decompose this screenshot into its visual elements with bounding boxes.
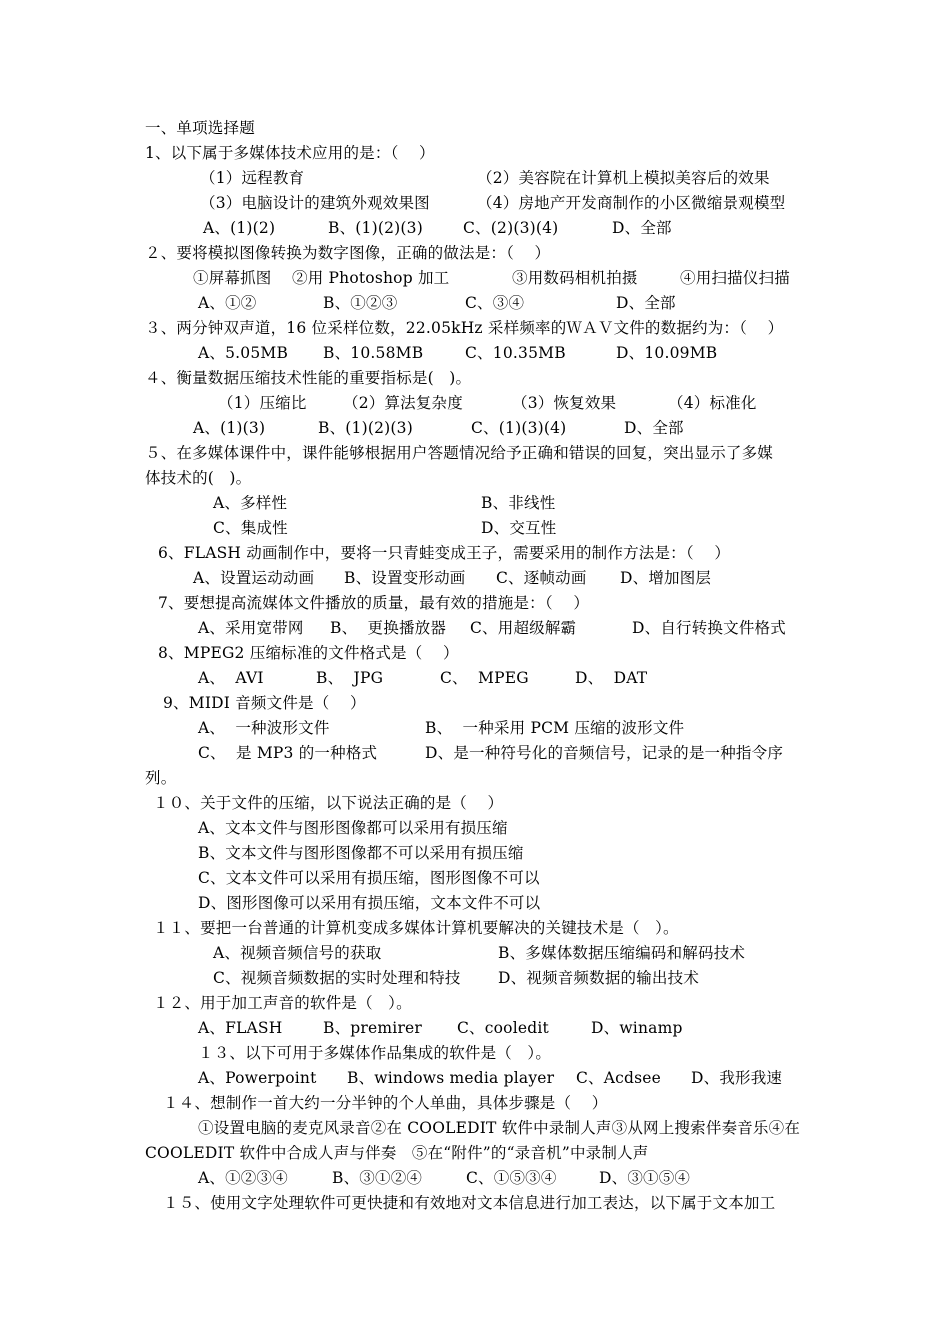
q1-item-2: （2）美容院在计算机上模拟美容后的效果 <box>477 169 770 187</box>
q11-option-b: B、多媒体数据压缩编码和解码技术 <box>498 944 746 962</box>
q1-option-d: D、全部 <box>612 219 672 237</box>
q3-option-b: B、10.58MB <box>323 344 424 362</box>
q1-item-1: （1）远程教育 <box>200 169 305 187</box>
q4-item-4: （4）标准化 <box>668 394 757 412</box>
question-1: 1、以下属于多媒体技术应用的是：（ ） <box>145 144 435 162</box>
q1-option-a: A、(1)(2) <box>203 219 276 237</box>
q9-option-d: D、是一种符号化的音频信号，记录的是一种指令序 <box>425 744 784 762</box>
q2-option-d: D、全部 <box>616 294 676 312</box>
q5-option-d: D、交互性 <box>481 519 557 537</box>
q7-option-c: C、用超级解霸 <box>470 619 577 637</box>
q9-option-c: C、 是 MP3 的一种格式 <box>198 744 378 762</box>
q7-option-b: B、 更换播放器 <box>330 619 447 637</box>
q1-item-4: （4）房地产开发商制作的小区微缩景观模型 <box>477 194 786 212</box>
q4-option-c: C、(1)(3)(4) <box>471 419 567 437</box>
section-heading: 一、单项选择题 <box>145 119 255 137</box>
q8-option-d: D、 DAT <box>575 669 648 687</box>
q2-option-b: B、①②③ <box>323 294 398 312</box>
question-6: 6、FLASH 动画制作中，要将一只青蛙变成王子，需要采用的制作方法是：（ ） <box>158 544 731 562</box>
q11-option-a: A、视频音频信号的获取 <box>213 944 382 962</box>
q11-option-d: D、视频音频数据的输出技术 <box>498 969 700 987</box>
q14-steps-cont: COOLEDIT 软件中合成人声与伴奏 ⑤在“附件”的“录音机”中录制人声 <box>145 1144 649 1162</box>
q10-option-b: B、文本文件与图形图像都不可以采用有损压缩 <box>198 844 524 862</box>
q8-option-a: A、 AVI <box>198 669 264 687</box>
q11-option-c: C、视频音频数据的实时处理和特技 <box>213 969 461 987</box>
q2-item-1-2: ①屏幕抓图 ②用 Photoshop 加工 <box>193 269 450 287</box>
q14-option-a: A、①②③④ <box>198 1169 288 1187</box>
question-10: １０、关于文件的压缩，以下说法正确的是（ ） <box>153 794 504 812</box>
question-2: ２、要将模拟图像转换为数字图像，正确的做法是：（ ） <box>145 244 551 262</box>
q14-option-b: B、③①②④ <box>332 1169 423 1187</box>
q4-option-a: A、(1)(3) <box>193 419 266 437</box>
q9-option-d-cont: 列。 <box>145 769 177 787</box>
q12-option-c: C、cooledit <box>457 1019 549 1037</box>
q5-option-c: C、集成性 <box>213 519 288 537</box>
q5-option-b: B、非线性 <box>481 494 556 512</box>
q4-option-b: B、(1)(2)(3) <box>318 419 413 437</box>
q6-option-c: C、逐帧动画 <box>496 569 587 587</box>
q6-option-a: A、设置运动动画 <box>193 569 315 587</box>
q4-item-3: （3）恢复效果 <box>512 394 617 412</box>
q8-option-c: C、 MPEG <box>440 669 529 687</box>
question-8: 8、MPEG2 压缩标准的文件格式是（ ） <box>158 644 459 662</box>
question-12: １２、用于加工声音的软件是（ ）。 <box>153 994 412 1012</box>
q4-item-1: （1）压缩比 <box>218 394 307 412</box>
question-9: 9、MIDI 音频文件是（ ） <box>163 694 366 712</box>
q6-option-d: D、增加图层 <box>620 569 712 587</box>
question-4: ４、衡量数据压缩技术性能的重要指标是( )。 <box>145 369 472 387</box>
q9-option-a: A、 一种波形文件 <box>198 719 330 737</box>
q7-option-d: D、自行转换文件格式 <box>632 619 786 637</box>
q13-option-d: D、我形我速 <box>691 1069 783 1087</box>
q3-option-c: C、10.35MB <box>465 344 566 362</box>
question-11: １１、要把一台普通的计算机变成多媒体计算机要解决的关键技术是（ ）。 <box>153 919 679 937</box>
q2-option-a: A、①② <box>198 294 257 312</box>
q13-option-b: B、windows media player <box>347 1069 555 1087</box>
q10-option-a: A、文本文件与图形图像都可以采用有损压缩 <box>198 819 508 837</box>
q2-item-3: ③用数码相机拍摄 <box>512 269 638 287</box>
q1-option-b: B、(1)(2)(3) <box>328 219 423 237</box>
question-5-cont: 体技术的( )。 <box>145 469 252 487</box>
q8-option-b: B、 JPG <box>316 669 384 687</box>
q14-option-c: C、①⑤③④ <box>466 1169 557 1187</box>
q1-item-3: （3）电脑设计的建筑外观效果图 <box>200 194 430 212</box>
question-5: ５、在多媒体课件中，课件能够根据用户答题情况给予正确和错误的回复，突出显示了多媒 <box>145 444 774 462</box>
q12-option-b: B、premirer <box>323 1019 423 1037</box>
q3-option-a: A、5.05MB <box>198 344 289 362</box>
q3-option-d: D、10.09MB <box>616 344 718 362</box>
q14-option-d: D、③①⑤④ <box>599 1169 691 1187</box>
q6-option-b: B、设置变形动画 <box>344 569 466 587</box>
q14-steps: ①设置电脑的麦克风录音②在 COOLEDIT 软件中录制人声③从网上搜索伴奏音乐④在 <box>198 1119 801 1137</box>
q9-option-b: B、 一种采用 PCM 压缩的波形文件 <box>425 719 685 737</box>
q13-option-c: C、Acdsee <box>576 1069 662 1087</box>
q12-option-d: D、winamp <box>591 1019 683 1037</box>
question-7: 7、要想提高流媒体文件播放的质量，最有效的措施是：（ ） <box>158 594 590 612</box>
question-13: １３、以下可用于多媒体作品集成的软件是（ ）。 <box>198 1044 552 1062</box>
q10-option-c: C、文本文件可以采用有损压缩，图形图像不可以 <box>198 869 540 887</box>
q2-option-c: C、③④ <box>465 294 525 312</box>
q4-item-2: （2）算法复杂度 <box>343 394 463 412</box>
q13-option-a: A、Powerpoint <box>198 1069 317 1087</box>
q10-option-d: D、图形图像可以采用有损压缩，文本文件不可以 <box>198 894 541 912</box>
q5-option-a: A、多样性 <box>213 494 288 512</box>
q4-option-d: D、全部 <box>624 419 684 437</box>
question-14: １４、想制作一首大约一分半钟的个人单曲，具体步骤是（ ） <box>163 1094 608 1112</box>
q2-item-4: ④用扫描仪扫描 <box>680 269 790 287</box>
q1-option-c: C、(2)(3)(4) <box>463 219 559 237</box>
q7-option-a: A、采用宽带网 <box>198 619 304 637</box>
question-15: １５、使用文字处理软件可更快捷和有效地对文本信息进行加工表达，以下属于文本加工 <box>163 1194 776 1212</box>
q12-option-a: A、FLASH <box>198 1019 283 1037</box>
question-3: ３、两分钟双声道，16 位采样位数，22.05kHz 采样频率的ＷＡＶ文件的数据约为：（ ） <box>145 319 784 337</box>
